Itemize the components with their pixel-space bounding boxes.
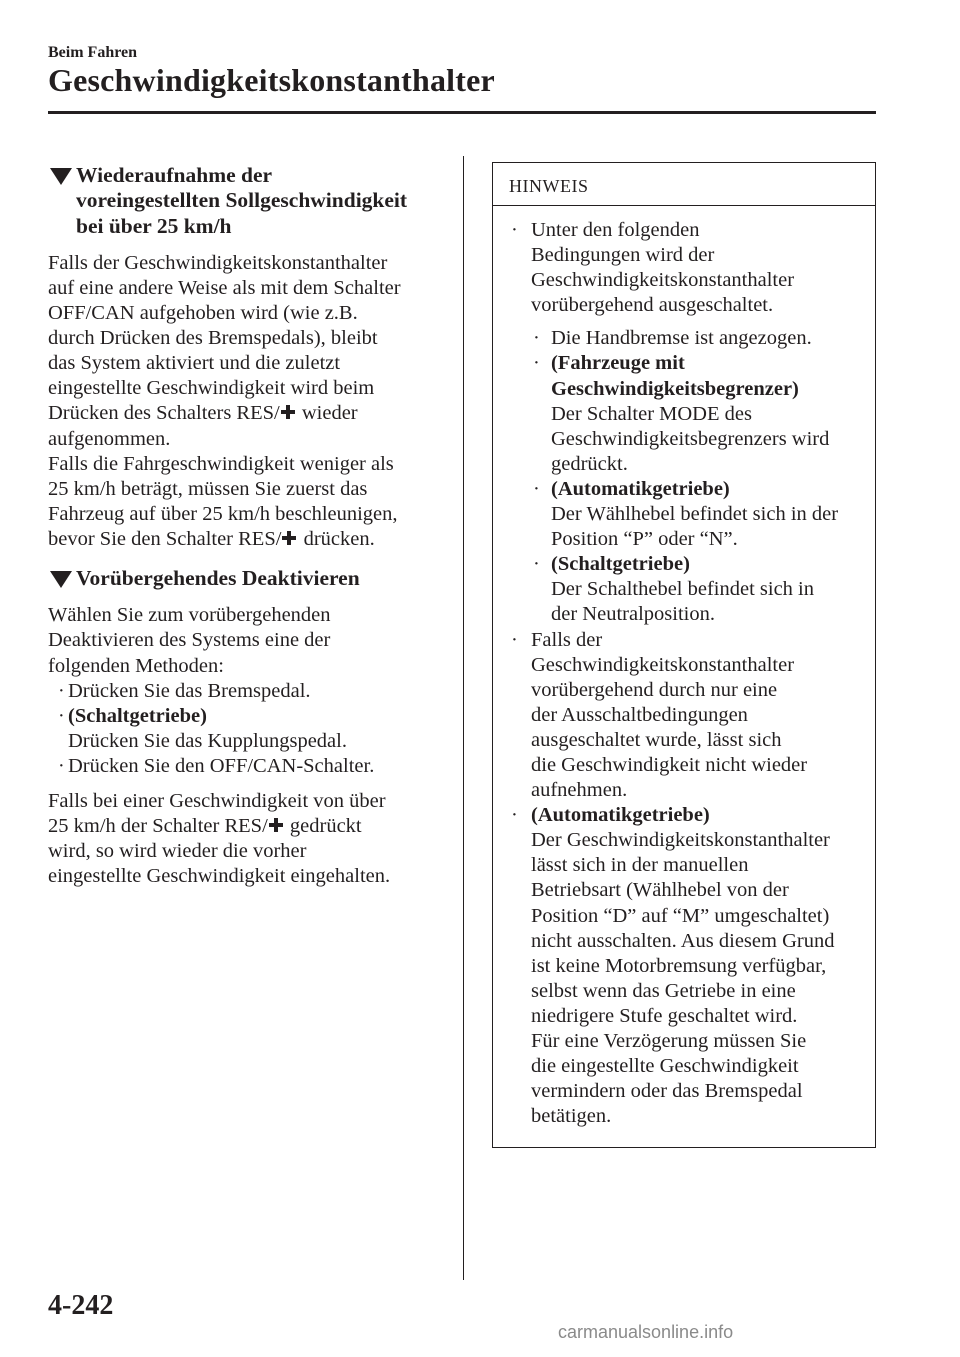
- bullet-icon: ·: [533, 553, 540, 576]
- note-list: [493, 218, 875, 1129]
- paragraph-below-25: Falls die Fahrgeschwindigkeit weniger als 25 km/h beträgt, müssen Sie zuerst das Fahrzeug auf über 25 km/h beschleunigen, bevor Sie den Schalter RES/ drücken.: [48, 452, 398, 550]
- plus-icon: [282, 531, 296, 545]
- note-sublist: [531, 326, 875, 627]
- note-item-resume: · Falls der Geschwindigkeitskonstanthalter vorübergehend durch nur eine der Ausschaltbedingungen ausgeschaltet wurde, lässt sich die Geschwindigkeit nicht wieder aufnehmen.: [511, 628, 808, 802]
- bullet-icon: ·: [533, 477, 540, 500]
- bullet-icon: ·: [533, 352, 540, 375]
- column-divider: [463, 156, 464, 1280]
- list-item: · (Automatikgetriebe) Der Wählhebel befindet sich in der Position “P” oder “N”.: [533, 477, 839, 551]
- note-title: HINWEIS: [493, 163, 875, 206]
- paragraph-methods-intro: Wählen Sie zum vorübergehenden Deaktivieren des Systems eine der folgenden Methoden:: [48, 604, 331, 677]
- note-item-automatic: · (Automatikgetriebe) Der Geschwindigkeitskonstanthalter lässt sich in der manuellen Betriebsart (Wählhebel von der Position “D” auf “M” umgeschaltet) nicht ausschalten. Aus diesem Grund ist keine Motorbremsung verfügbar, selbst wenn das Getriebe in eine niedrigere Stufe geschaltet wird. Für eine Verzögerung müssen Sie die eingestellte Geschwindigkeit vermindern oder das Bremspedal betätigen.: [511, 804, 835, 1128]
- chapter-title: Geschwindigkeitskonstanthalter: [48, 62, 495, 98]
- bullet-icon: ·: [533, 327, 540, 350]
- bullet-icon: ·: [511, 628, 518, 651]
- bullet-icon: ·: [511, 804, 518, 827]
- note-body: [493, 206, 875, 1129]
- page-number: 4-242: [48, 1290, 114, 1321]
- bullet-icon: ·: [58, 679, 65, 702]
- bullet-icon: ·: [511, 219, 518, 241]
- list-item: · (Schaltgetriebe) Drücken Sie das Kupplungspedal.: [58, 704, 347, 752]
- heading-temporary-deactivate: Vorübergehendes Deaktivieren: [48, 566, 448, 591]
- note-item-conditions: · Unter den folgenden Bedingungen wird der Geschwindigkeitskonstanthalter vorübergehend ausgeschaltet. · Die Handbremse ist angezogen. · (Fahrzeuge mit Geschwindigkeitsbegrenzer) Der Schalter MODE des Geschwindigkeitsbegrenzers wird gedrückt. · (Automatikgetriebe) Der Wählhebel befindet sich in der Position “P” oder “N”. · (Schaltgetriebe) Der Schalthebel befindet sich in der Neutralposition.: [493, 218, 875, 628]
- methods-list: [48, 679, 448, 779]
- bullet-icon: ·: [58, 754, 65, 777]
- paragraph-resume: Falls der Geschwindigkeitskonstanthalter auf eine andere Weise als mit dem Schalter OFF/CAN aufgehoben wird (wie z.B. durch Drücken des Bremspedals), bleibt das System aktiviert und die zuletzt eingestellte Geschwindigkeit wird beim Drücken des Schalters RES/ wieder aufgenommen.: [48, 251, 401, 450]
- bullet-icon: ·: [58, 704, 65, 727]
- list-item: · (Fahrzeuge mit Geschwindigkeitsbegrenzer) Der Schalter MODE des Geschwindigkeitsbegrenzers wird gedrückt.: [533, 352, 830, 475]
- section-label: Beim Fahren: [48, 44, 138, 61]
- paragraph-res-above-25: Falls bei einer Geschwindigkeit von über 25 km/h der Schalter RES/ gedrückt wird, so wird wieder die vorher eingestellte Geschwindigkeit eingehalten.: [48, 789, 391, 888]
- note-box: [492, 162, 876, 1148]
- plus-icon: [269, 818, 283, 832]
- list-item: · Drücken Sie das Bremspedal.: [48, 679, 448, 704]
- plus-icon: [281, 405, 295, 419]
- triangle-marker-icon: [50, 571, 72, 588]
- list-item: · (Schaltgetriebe) Der Schalthebel befindet sich in der Neutralposition.: [533, 553, 814, 626]
- triangle-marker-icon: [50, 168, 72, 185]
- watermark[interactable]: carmanualsonline.info: [558, 1322, 734, 1342]
- left-column: [48, 163, 448, 889]
- header-rule: [48, 111, 876, 114]
- list-item: · Die Handbremse ist angezogen.: [531, 326, 875, 351]
- heading-resume-speed: Wiederaufnahme der voreingestellten Sollgeschwindigkeit bei über 25 km/h: [48, 163, 448, 239]
- list-item: · Drücken Sie den OFF/CAN-Schalter.: [48, 754, 448, 779]
